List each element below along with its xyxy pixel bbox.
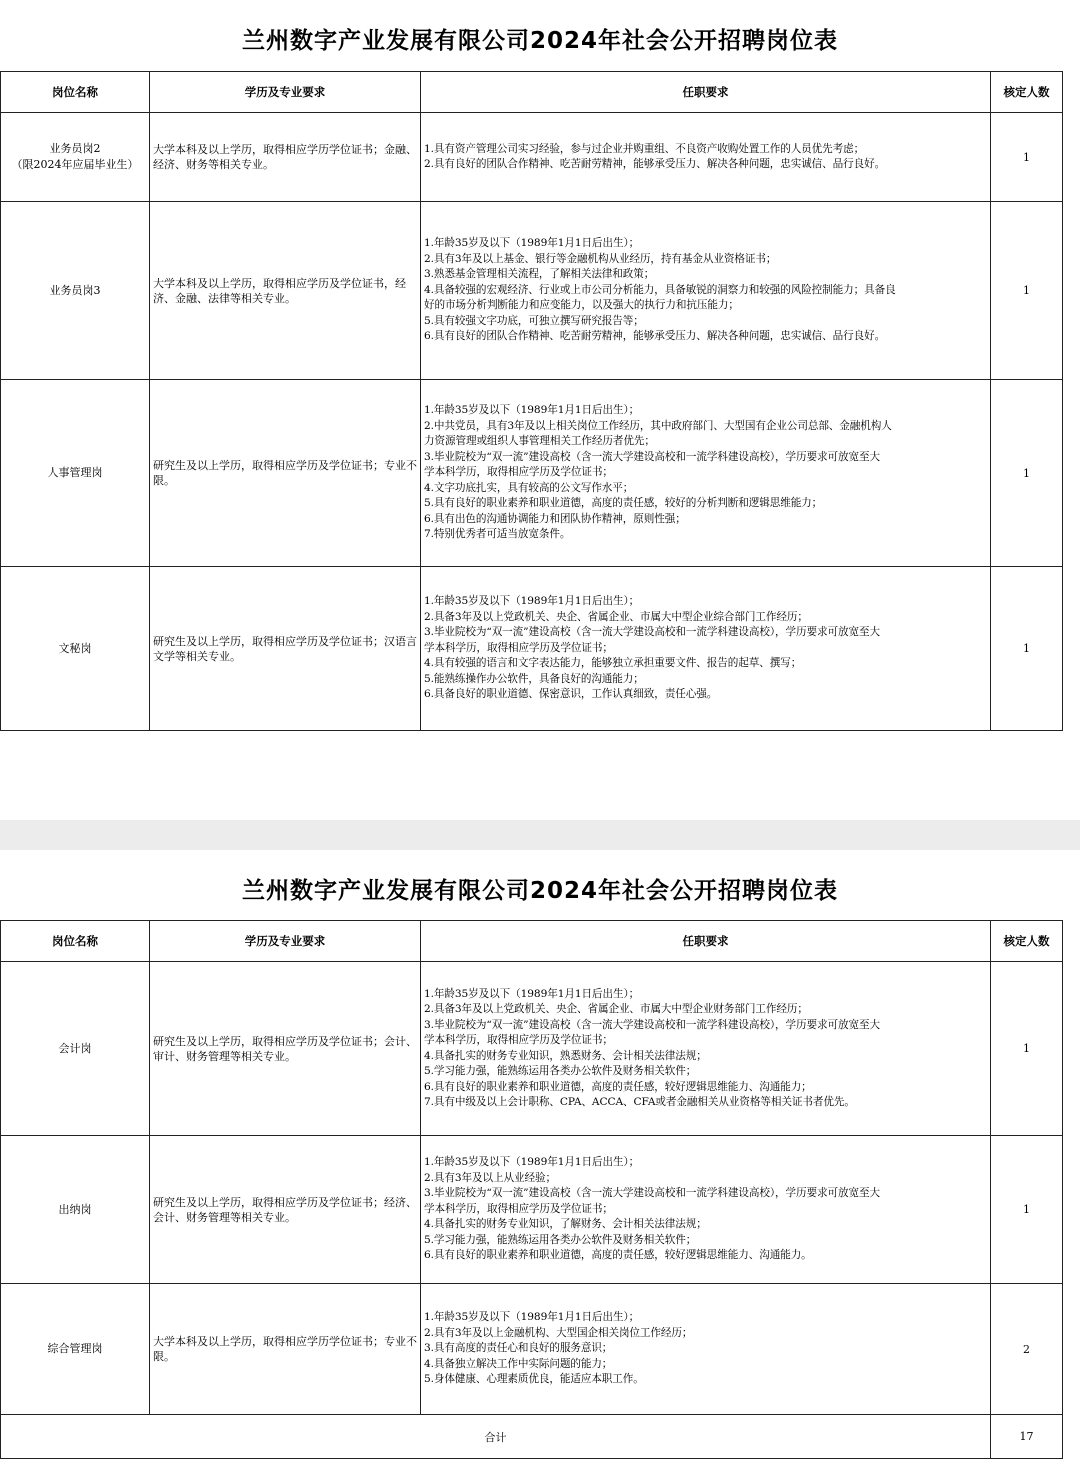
requirements-cell [421,1284,991,1415]
requirement-line: 2.具备3年及以上党政机关、央企、省属企业、市属大中型企业综合部门工作经历； [424,610,808,623]
position-name-cell [1,113,150,202]
education-cell: 研究生及以上学历，取得相应学历及学位证书；汉语言文学等相关专业。 [150,567,421,731]
requirement-line: 3.毕业院校为“双一流”建设高校（含一流大学建设高校和一流学科建设高校），学历要求可放宽至大 [424,1187,880,1200]
headcount-cell: 1 [991,1136,1063,1284]
requirements-cell [421,113,991,202]
requirement-line: 7.特别优秀者可适当放宽条件。 [424,528,571,541]
requirement-line: 6.具有良好的职业素养和职业道德，高度的责任感，较好逻辑思维能力、沟通能力。 [424,1249,812,1262]
position-name-cell [1,202,150,380]
header-position-name: 岗位名称 [1,921,150,962]
positions-table [0,71,1063,731]
table-row [1,567,1063,731]
position-name-cell: 综合管理岗 [1,1284,150,1415]
requirement-line: 力资源管理或组织人事管理相关工作经历者优先； [424,435,655,448]
requirement-line: 5.能熟练操作办公软件，具备良好的沟通能力； [424,672,644,685]
table-header-row [1,921,1063,962]
position-name: 文秘岗 [58,641,92,655]
requirements-cell [421,202,991,380]
header-headcount: 核定人数 [991,72,1063,113]
requirement-line: 2.具有3年及以上金融机构、大型国企相关岗位工作经历； [424,1326,693,1339]
header-education: 学历及专业要求 [150,921,421,962]
total-row [1,1415,1063,1459]
requirement-line: 2.具备3年及以上党政机关、央企、省属企业、市属大中型企业财务部门工作经历； [424,1003,808,1015]
headcount-cell: 2 [991,1284,1063,1415]
requirement-line: 3.熟悉基金管理相关流程，了解相关法律和政策； [424,268,655,281]
requirement-line: 3.毕业院校为“双一流”建设高校（含一流大学建设高校和一流学科建设高校），学历要求可放宽至大 [424,450,880,463]
requirement-line: 5.具有良好的职业素养和职业道德，高度的责任感，较好的分析判断和逻辑思维能力； [424,497,823,510]
total-label: 合计 [1,1415,991,1459]
education-cell: 大学本科及以上学历，取得相应学历及学位证书，经济、金融、法律等相关专业。 [150,202,421,380]
table-header-row [1,72,1063,113]
requirements-cell [421,962,991,1136]
total-count: 17 [991,1415,1063,1459]
requirement-line: 6.具有良好的团队合作精神、吃苦耐劳精神，能够承受压力、解决各种问题，忠实诚信、品行良好。 [424,330,886,343]
position-name: 业务员岗3 [49,283,101,297]
header-education: 学历及专业要求 [150,72,421,113]
requirement-line: 2.具有3年及以上基金、银行等金融机构从业经历，持有基金从业资格证书； [424,252,777,265]
page-title: 兰州数字产业发展有限公司2024年社会公开招聘岗位表 [241,878,838,904]
requirement-line: 好的市场分析判断能力和应变能力，以及强大的执行力和抗压能力； [424,299,739,312]
requirement-line: 3.具有高度的责任心和良好的服务意识； [424,1342,613,1355]
requirements-cell [421,567,991,731]
requirement-line: 1.年龄35岁及以下（1989年1月1日后出生）； [424,1311,640,1324]
requirement-line: 学本科学历，取得相应学历及学位证书； [424,466,613,479]
requirement-line: 3.毕业院校为“双一流”建设高校（含一流大学建设高校和一流学科建设高校），学历要求可放宽至大 [424,626,880,639]
education-cell: 大学本科及以上学历，取得相应学历学位证书；专业不限。 [150,1284,421,1415]
requirement-line: 4.具备扎实的财务专业知识，熟悉财务、会计相关法律法规； [424,1049,707,1062]
table-row [1,380,1063,567]
education-cell: 研究生及以上学历，取得相应学历及学位证书；会计、审计、财务管理等相关专业。 [150,962,421,1136]
education-cell: 大学本科及以上学历，取得相应学历学位证书；金融、经济、财务等相关专业。 [150,113,421,202]
requirement-line: 5.身体健康、心理素质优良，能适应本职工作。 [424,1373,644,1386]
requirement-line: 4.具备独立解决工作中实际问题的能力； [424,1357,613,1370]
requirement-line: 学本科学历，取得相应学历及学位证书； [424,1202,613,1215]
requirement-line: 5.学习能力强，能熟练运用各类办公软件及财务相关软件； [424,1065,697,1077]
table-row [1,1136,1063,1284]
table-row [1,962,1063,1136]
requirements-cell [421,380,991,567]
page-title: 兰州数字产业发展有限公司2024年社会公开招聘岗位表 [241,28,838,54]
requirement-line: 1.年龄35岁及以下（1989年1月1日后出生）； [424,404,640,417]
requirement-line: 6.具有良好的职业素养和职业道德，高度的责任感，较好逻辑思维能力、沟通能力； [424,1080,812,1093]
requirement-line: 2.中共党员，具有3年及以上相关岗位工作经历，其中政府部门、大型国有企业公司总部、金融机构人 [424,419,892,432]
requirement-line: 1.年龄35岁及以下（1989年1月1日后出生）； [424,237,640,250]
headcount-cell: 1 [991,113,1063,202]
position-name-cell [1,567,150,731]
position-name-note: （限2024年应届毕业生） [11,158,139,171]
header-requirements: 任职要求 [421,72,991,113]
requirement-line: 5.具有较强文字功底，可独立撰写研究报告等； [424,314,644,327]
requirement-line: 1.年龄35岁及以下（1989年1月1日后出生）； [424,987,640,1000]
headcount-cell: 1 [991,962,1063,1136]
position-name-cell: 出纳岗 [1,1136,150,1284]
header-position-name: 岗位名称 [1,72,150,113]
headcount-cell: 1 [991,380,1063,567]
position-name: 业务员岗2 [49,142,101,155]
position-name-cell [1,380,150,567]
requirement-line: 4.具备扎实的财务专业知识，了解财务、会计相关法律法规； [424,1218,707,1231]
requirement-line: 4.具有较强的语言和文字表达能力，能够独立承担重要文件、报告的起草、撰写； [424,657,802,670]
requirements-cell [421,1136,991,1284]
requirement-line: 7.具有中级及以上会计职称、CPA、ACCA、CFA或者金融相关从业资格等相关证书者优先。 [424,1096,855,1108]
table-row [1,113,1063,202]
page-separator [0,760,1080,850]
positions-table [0,920,1063,1459]
requirement-line: 1.具有资产管理公司实习经验，参与过企业并购重组、不良资产收购处置工作的人员优先考虑； [424,142,865,155]
headcount-cell: 1 [991,202,1063,380]
position-name-cell: 会计岗 [1,962,150,1136]
header-requirements: 任职要求 [421,921,991,962]
education-cell: 研究生及以上学历，取得相应学历及学位证书；专业不限。 [150,380,421,567]
table-row [1,1284,1063,1415]
table-row [1,202,1063,380]
requirement-line: 5.学习能力强，能熟练运用各类办公软件及财务相关软件； [424,1233,697,1246]
position-name: 人事管理岗 [47,466,103,479]
requirement-line: 2.具有3年及以上从业经验； [424,1171,556,1184]
requirement-line: 3.毕业院校为“双一流”建设高校（含一流大学建设高校和一流学科建设高校），学历要求可放宽至大 [424,1018,880,1031]
requirement-line: 4.具备较强的宏观经济、行业或上市公司分析能力，具备敏锐的洞察力和较强的风险控制能力；具备良 [424,283,896,296]
header-headcount: 核定人数 [991,921,1063,962]
requirement-line: 2.具有良好的团队合作精神、吃苦耐劳精神，能够承受压力、解决各种问题，忠实诚信、品行良好。 [424,158,886,170]
requirement-line: 1.年龄35岁及以下（1989年1月1日后出生）； [424,1156,640,1169]
education-cell: 研究生及以上学历，取得相应学历及学位证书；经济、会计、财务管理等相关专业。 [150,1136,421,1284]
requirement-line: 6.具有出色的沟通协调能力和团队协作精神，原则性强； [424,512,686,525]
requirement-line: 6.具备良好的职业道德、保密意识，工作认真细致，责任心强。 [424,688,718,701]
requirement-line: 学本科学历，取得相应学历及学位证书； [424,1034,613,1046]
requirement-line: 学本科学历，取得相应学历及学位证书； [424,641,613,654]
page-2 [0,850,1080,1484]
requirement-line: 4.文字功底扎实，具有较高的公文写作水平； [424,481,634,494]
requirement-line: 1.年龄35岁及以下（1989年1月1日后出生）； [424,595,640,608]
headcount-cell: 1 [991,567,1063,731]
